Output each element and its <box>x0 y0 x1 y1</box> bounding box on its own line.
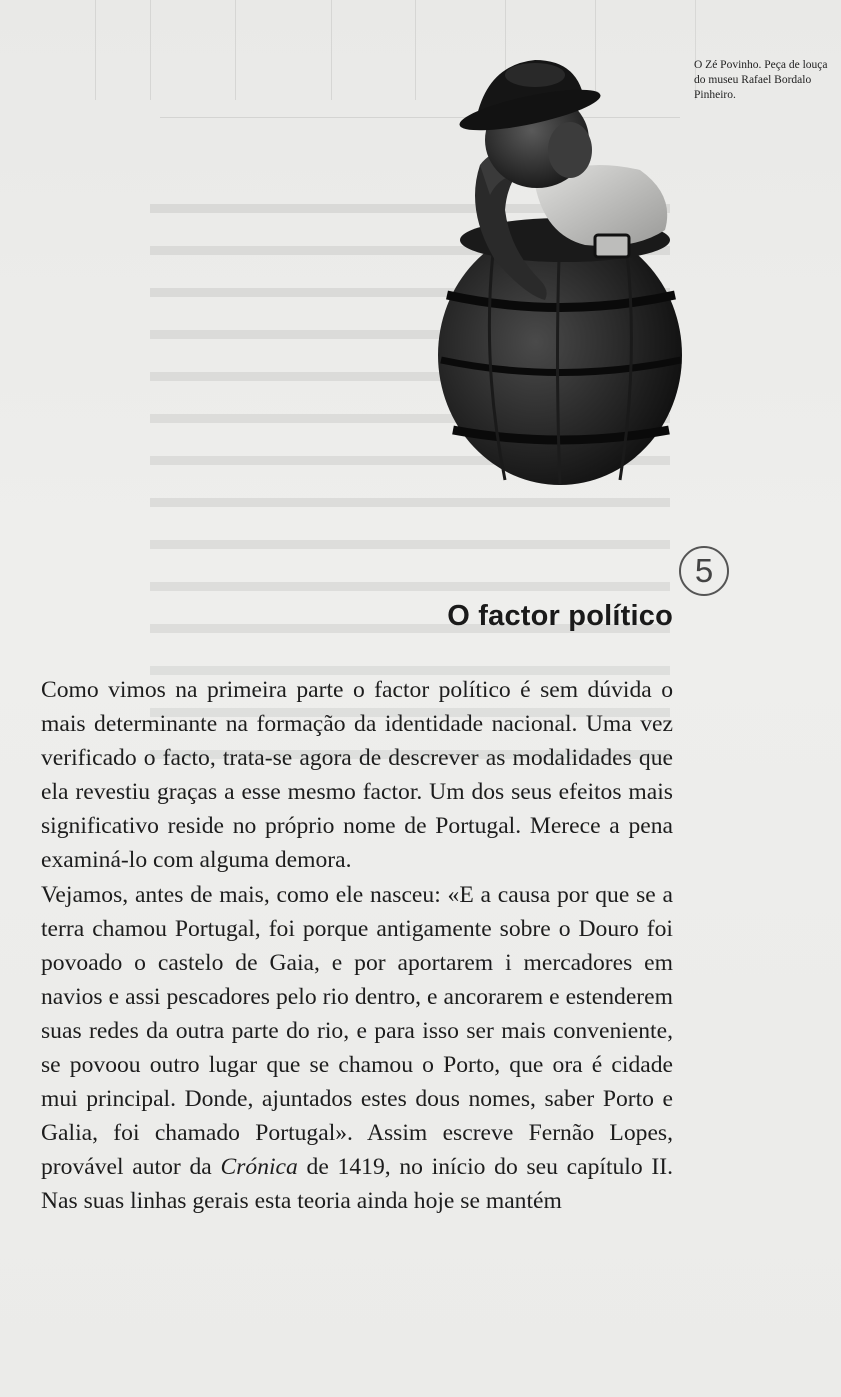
section-title: O factor político <box>447 600 673 632</box>
book-title-cronica: Crónica <box>220 1154 298 1181</box>
body-text <box>41 673 673 1219</box>
ze-povinho-figurine-image <box>425 45 695 495</box>
paragraph-2-text-b: de 1419, no início do seu capítulo II. Nas suas linhas gerais esta teoria ainda hoje se mantém <box>41 1154 673 1215</box>
section-number-badge: 5 <box>679 546 729 596</box>
paragraph-2 <box>41 878 673 1219</box>
figure-caption: O Zé Povinho. Peça de louça do museu Rafael Bordalo Pinheiro. <box>694 59 828 101</box>
paragraph-2-text-a: Vejamos, antes de mais, como ele nasceu: «E a causa por que se a terra chamou Portugal, foi porque antigamente sobre o Douro foi povoado o castelo de Gaia, e por aportarem i mercadores em navios e assi pescadores pelo rio dentro, e ancorarem e estenderem suas redes da outra parte do rio, e para isso ser mais conveniente, se povoou outro lugar que se chamou o Porto, que ora é cidade mui principal. Donde, ajuntados estes dous nomes, saber Porto e Galia, foi chamado Portugal». Assim escreve Fernão Lopes, provável autor da <box>41 881 673 1181</box>
paragraph-1: Como vimos na primeira parte o factor político é sem dúvida o mais determinante na formação da identidade nacional. Uma vez verificado o facto, trata-se agora de descrever as modalidades que ela revestiu graças a esse mesmo factor. Um dos seus efeitos mais significativo reside no próprio nome de Portugal. Merece a pena examiná-lo com alguma demora. <box>41 677 673 874</box>
